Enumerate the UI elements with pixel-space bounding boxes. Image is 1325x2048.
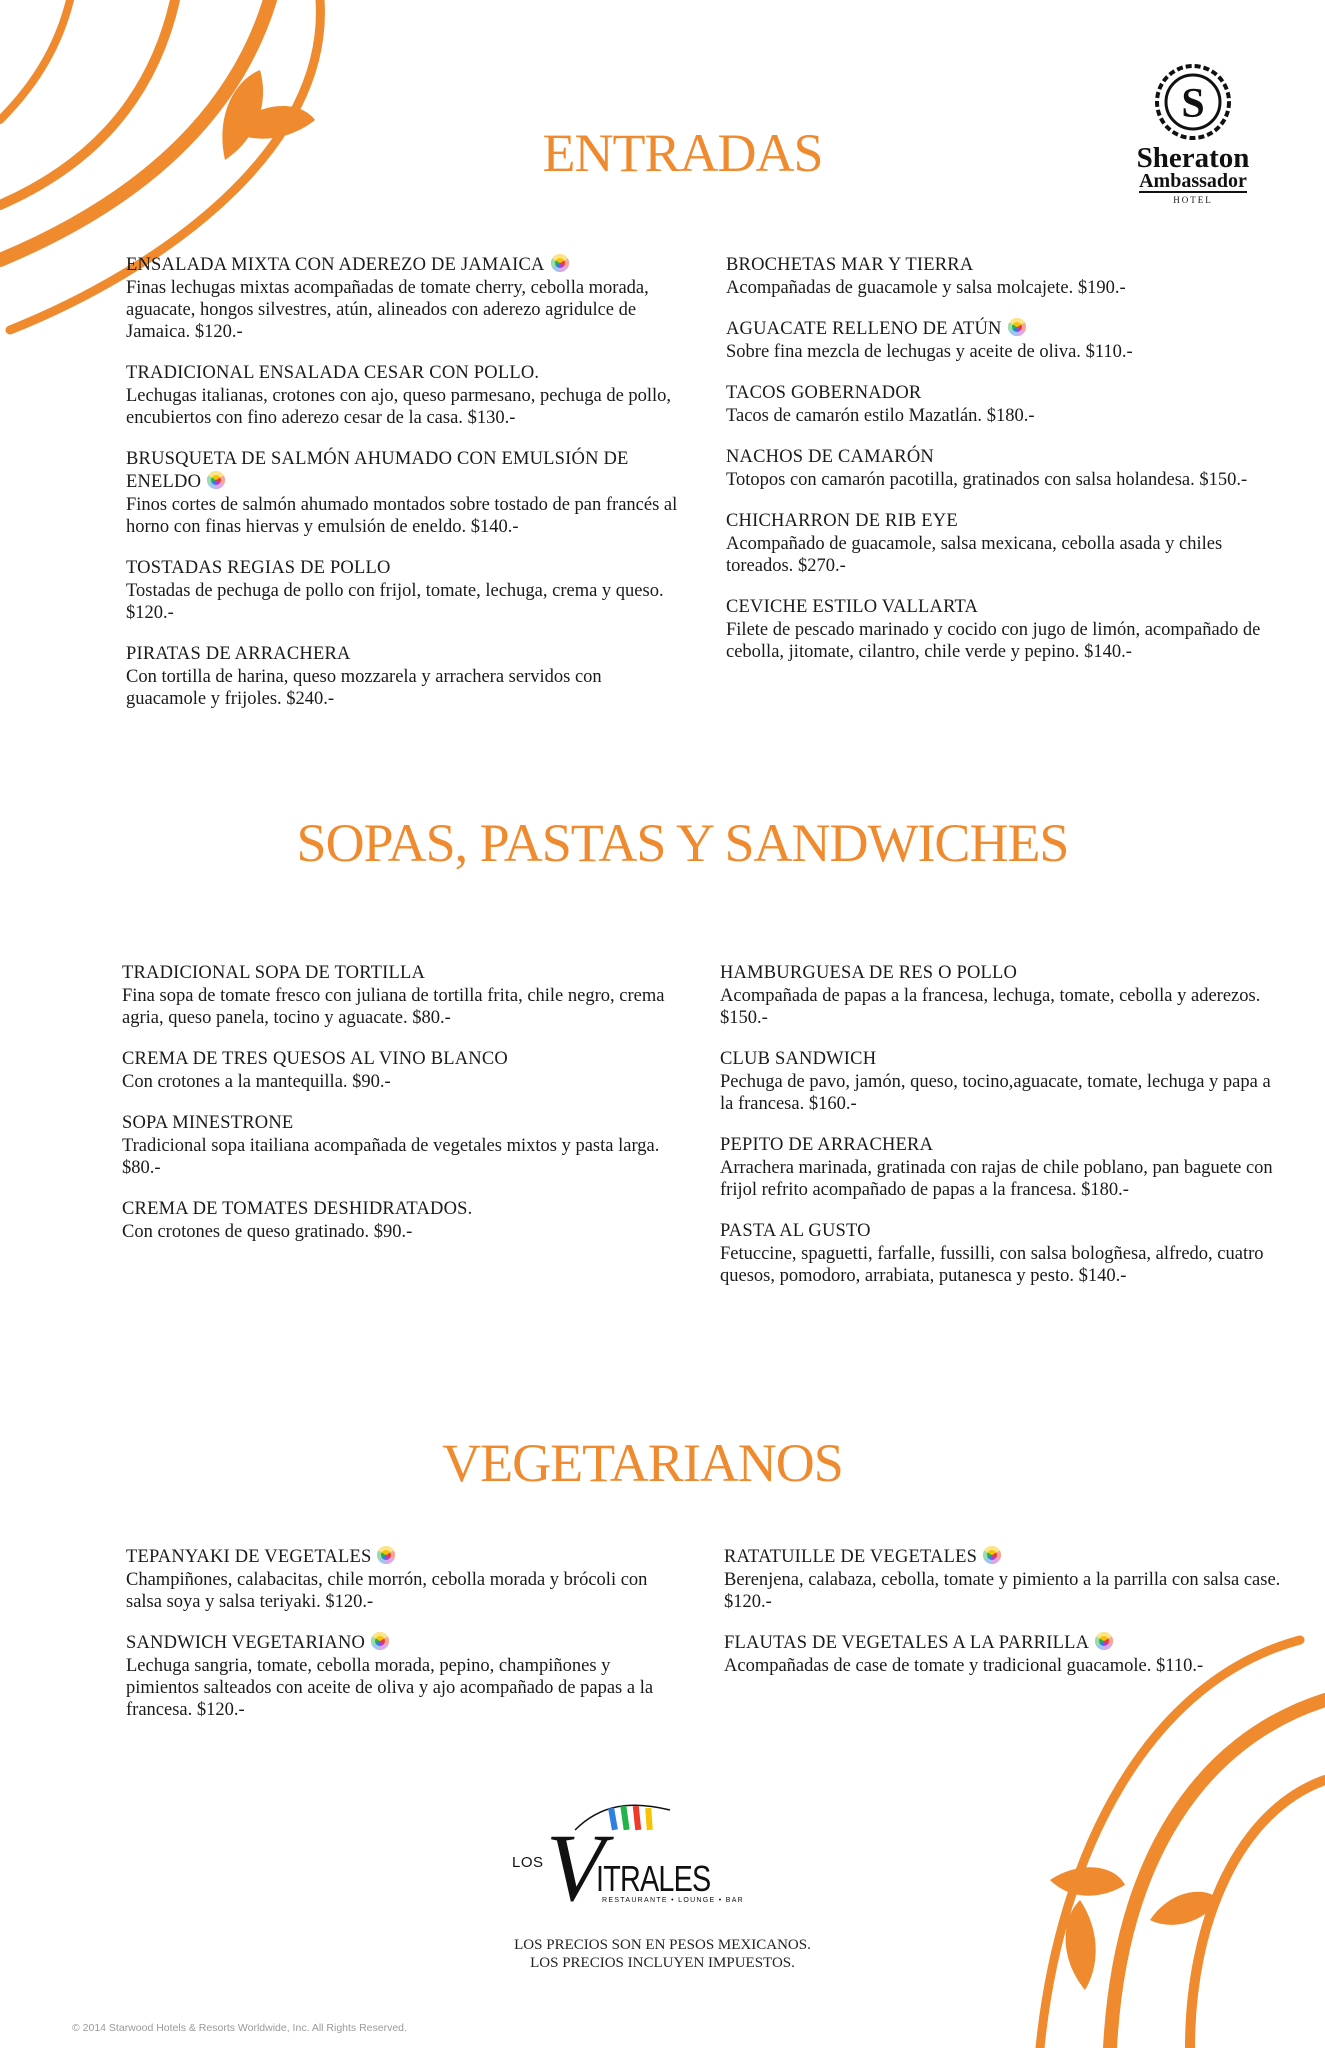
- menu-item-description: [122, 985, 682, 1029]
- menu-item-price: $180.-: [986, 406, 1035, 426]
- menu-item-name: [122, 1048, 682, 1071]
- menu-item-price: $150.-: [720, 1008, 768, 1028]
- menu-item-name: [126, 1632, 686, 1655]
- menu-item: [126, 1632, 686, 1721]
- menu-item-description: [726, 533, 1286, 577]
- section-title-entradas: ENTRADAS: [542, 123, 823, 183]
- menu-item-name: [726, 254, 1286, 277]
- menu-item-desc-text: Lechuga sangria, tomate, cebolla morada, pepino, champiñones y pimientos salteados con aceite de oliva y ajo acompañado de papas a la francesa.: [126, 1656, 654, 1720]
- menu-item-desc-text: Con crotones a la mantequilla.: [122, 1072, 348, 1092]
- menu-item-desc-text: Fetuccine, spaguetti, farfalle, fussilli, con salsa bologñesa, alfredo, cuatro quesos, pomodoro, arrabiata, putanesca y pesto.: [720, 1244, 1264, 1286]
- menu-item-desc-text: Champiñones, calabacitas, chile morrón, cebolla morada y brócoli con salsa soya y salsa teriyaki.: [126, 1570, 648, 1612]
- menu-item-desc-text: Filete de pescado marinado y cocido con jugo de limón, acompañado de cebolla, jitomate, cilantro, chile verde y pepino.: [726, 620, 1261, 662]
- menu-item: [720, 1134, 1280, 1201]
- menu-item: [126, 362, 686, 429]
- menu-item: [726, 254, 1286, 299]
- price-notes: [0, 1936, 1325, 1972]
- menu-item-name-text: NACHOS DE CAMARÓN: [726, 447, 934, 467]
- menu-item-name: [126, 362, 686, 385]
- menu-item-desc-text: Sobre fina mezcla de lechugas y aceite de oliva.: [726, 342, 1081, 362]
- menu-item-name: [724, 1632, 1284, 1655]
- menu-item: [720, 1220, 1280, 1287]
- note-currency: LOS PRECIOS SON EN PESOS MEXICANOS.: [514, 1937, 811, 1953]
- menu-item-name: [726, 596, 1286, 619]
- menu-item-desc-text: Tostadas de pechuga de pollo con frijol, tomate, lechuga, crema y queso.: [126, 581, 664, 601]
- menu-item-desc-text: Berenjena, calabaza, cebolla, tomate y pimiento a la parrilla con salsa case.: [724, 1570, 1281, 1590]
- menu-item-desc-text: Acompañadas de case de tomate y tradicional guacamole.: [724, 1656, 1152, 1676]
- menu-item-description: [726, 405, 1286, 427]
- menu-item-name-text: CEVICHE ESTILO VALLARTA: [726, 597, 979, 617]
- menu-item-price: $110.-: [1085, 342, 1133, 362]
- menu-item-desc-text: Finas lechugas mixtas acompañadas de tomate cherry, cebolla morada, aguacate, hongos silvestres, atún, alineados con aderezo agridulce de Jamaica.: [126, 278, 649, 342]
- menu-item-price: $240.-: [286, 689, 335, 709]
- menu-item-name: [122, 1198, 682, 1221]
- menu-item-name-text: BRUSQUETA DE SALMÓN AHUMADO CON EMULSIÓN DE ENELDO: [126, 449, 629, 492]
- menu-item-description: [726, 341, 1286, 363]
- menu-item-name: [126, 643, 686, 666]
- menu-item: [122, 1048, 682, 1093]
- menu-item: [126, 1546, 686, 1613]
- menu-item-description: [126, 385, 686, 429]
- menu-item-name-text: TRADICIONAL SOPA DE TORTILLA: [122, 963, 426, 983]
- menu-item-price: $120.-: [194, 322, 243, 342]
- entradas-left-column: [126, 254, 686, 729]
- sheraton-mark: S: [1181, 81, 1205, 127]
- copyright: © 2014 Starwood Hotels & Resorts Worldwide, Inc. All Rights Reserved.: [72, 2022, 407, 2034]
- healthy-option-icon: [207, 471, 225, 489]
- sopas-right-column: [720, 962, 1280, 1306]
- menu-item-name-text: HAMBURGUESA DE RES O POLLO: [720, 963, 1018, 983]
- menu-item-name: [126, 254, 686, 277]
- menu-item-name: [126, 1546, 686, 1569]
- menu-item-description: [720, 1157, 1280, 1201]
- menu-item-price: $190.-: [1077, 278, 1126, 298]
- los-vitrales-logo: [500, 1800, 800, 1920]
- menu-item-name: [720, 1048, 1280, 1071]
- menu-item-price: $90.-: [373, 1222, 413, 1242]
- vitrales-tagline: RESTAURANTE • LOUNGE • BAR: [602, 1897, 745, 1904]
- menu-item-name-text: PIRATAS DE ARRACHERA: [126, 644, 351, 664]
- menu-item-name-text: CLUB SANDWICH: [720, 1049, 877, 1069]
- menu-item: [122, 1198, 682, 1243]
- menu-item-description: [726, 277, 1286, 299]
- menu-item-name-text: SANDWICH VEGETARIANO: [126, 1633, 366, 1653]
- menu-item-name-text: TOSTADAS REGIAS DE POLLO: [126, 558, 391, 578]
- menu-item-description: [126, 277, 686, 343]
- menu-item-desc-text: Con crotones de queso gratinado.: [122, 1222, 370, 1242]
- menu-item-name-text: TACOS GOBERNADOR: [726, 383, 922, 403]
- menu-item-desc-text: Totopos con camarón pacotilla, gratinados con salsa holandesa.: [726, 470, 1195, 490]
- menu-item-description: [726, 469, 1286, 491]
- menu-item-price: $150.-: [1199, 470, 1248, 490]
- menu-item-name: [720, 1220, 1280, 1243]
- menu-item-description: [724, 1655, 1284, 1677]
- menu-item: [726, 596, 1286, 663]
- menu-item: [720, 1048, 1280, 1115]
- menu-item-name-text: ENSALADA MIXTA CON ADEREZO DE JAMAICA: [126, 255, 545, 275]
- menu-item-name-text: PASTA AL GUSTO: [720, 1221, 871, 1241]
- healthy-option-icon: [1008, 318, 1026, 336]
- menu-item-name-text: CREMA DE TOMATES DESHIDRATADOS.: [122, 1199, 473, 1219]
- menu-item-price: $160.-: [808, 1094, 857, 1114]
- sheraton-name: Sheraton: [1136, 142, 1250, 174]
- menu-item-desc-text: Acompañado de guacamole, salsa mexicana, cebolla asada y chiles toreados.: [726, 534, 1223, 576]
- vitrales-v: V: [546, 1814, 605, 1921]
- menu-item-name-text: FLAUTAS DE VEGETALES A LA PARRILLA: [724, 1633, 1090, 1653]
- sheraton-sub: Ambassador: [1139, 170, 1247, 192]
- menu-item-desc-text: Arrachera marinada, gratinada con rajas de chile poblano, pan baguete con frijol refrito acompañado de papas a la francesa.: [720, 1158, 1273, 1200]
- menu-item-name: [726, 510, 1286, 533]
- menu-item: [726, 446, 1286, 491]
- menu-item: [726, 382, 1286, 427]
- menu-item: [122, 962, 682, 1029]
- menu-item-name: [720, 1134, 1280, 1157]
- menu-item-name: [720, 962, 1280, 985]
- menu-item-desc-text: Tradicional sopa itailiana acompañada de vegetales mixtos y pasta larga.: [122, 1136, 660, 1156]
- menu-item: [724, 1546, 1284, 1613]
- menu-item-desc-text: Finos cortes de salmón ahumado montados sobre tostado de pan francés al horno con finas hiervas y emulsión de eneldo.: [126, 495, 678, 537]
- menu-item-name: [726, 446, 1286, 469]
- vegetarianos-left-column: [126, 1546, 686, 1740]
- menu-item-description: [126, 666, 686, 710]
- menu-item-description: [126, 580, 686, 624]
- menu-item-description: [726, 619, 1286, 663]
- menu-item: [126, 557, 686, 624]
- menu-item-price: $80.-: [412, 1008, 451, 1028]
- note-taxes: LOS PRECIOS INCLUYEN IMPUESTOS.: [530, 1955, 795, 1971]
- menu-item-price: $120.-: [724, 1592, 772, 1612]
- healthy-option-icon: [551, 254, 569, 272]
- menu-item-name-text: CREMA DE TRES QUESOS AL VINO BLANCO: [122, 1049, 508, 1069]
- menu-item-price: $90.-: [352, 1072, 391, 1092]
- menu-item-name-text: AGUACATE RELLENO DE ATÚN: [726, 319, 1002, 339]
- menu-item-name-text: TRADICIONAL ENSALADA CESAR CON POLLO.: [126, 363, 540, 383]
- healthy-option-icon: [377, 1546, 395, 1564]
- menu-item-name: [122, 1112, 682, 1135]
- menu-item-price: $270.-: [797, 556, 846, 576]
- menu-item-desc-text: Fina sopa de tomate fresco con juliana de tortilla frita, chile negro, crema agria, queso panela, tocino y aguacate.: [122, 986, 665, 1028]
- menu-item-description: [720, 1243, 1280, 1287]
- menu-item-price: $120.-: [196, 1700, 245, 1720]
- menu-item-name: [726, 382, 1286, 405]
- vitrales-name: ITRALES: [596, 1858, 711, 1899]
- menu-item: [126, 254, 686, 343]
- menu-item-desc-text: Acompañadas de guacamole y salsa molcajete.: [726, 278, 1074, 298]
- section-title-sopas: SOPAS, PASTAS Y SANDWICHES: [296, 813, 1069, 873]
- vegetarianos-right-column: [724, 1546, 1284, 1696]
- menu-item-description: [126, 494, 686, 538]
- menu-item-description: [122, 1221, 682, 1243]
- menu-item-desc-text: Acompañada de papas a la francesa, lechuga, tomate, cebolla y aderezos.: [720, 986, 1261, 1006]
- menu-item-name: [724, 1546, 1284, 1569]
- menu-item-price: $140.-: [470, 517, 519, 537]
- menu-item-price: $120.-: [325, 1592, 374, 1612]
- menu-item-price: $110.-: [1156, 1656, 1204, 1676]
- menu-item-name-text: SOPA MINESTRONE: [122, 1113, 294, 1133]
- menu-item-desc-text: Pechuga de pavo, jamón, queso, tocino,aguacate, tomate, lechuga y papa a la francesa.: [720, 1072, 1271, 1114]
- sheraton-hotel: HOTEL: [1173, 195, 1213, 205]
- menu-item: [726, 318, 1286, 363]
- menu-item-description: [122, 1135, 682, 1179]
- menu-item-name-text: TEPANYAKI DE VEGETALES: [126, 1547, 372, 1567]
- vitrales-los: LOS: [512, 1854, 544, 1871]
- menu-item-name-text: RATATUILLE DE VEGETALES: [724, 1547, 978, 1567]
- menu-item-description: [126, 1655, 686, 1721]
- menu-item-name-text: BROCHETAS MAR Y TIERRA: [726, 255, 974, 275]
- menu-item-name: [126, 557, 686, 580]
- menu-item: [724, 1632, 1284, 1677]
- menu-item-price: $80.-: [122, 1158, 161, 1178]
- menu-item-desc-text: Lechugas italianas, crotones con ajo, queso parmesano, pechuga de pollo, encubiertos con fino aderezo cesar de la casa.: [126, 386, 672, 428]
- menu-item-name: [726, 318, 1286, 341]
- menu-item-desc-text: Con tortilla de harina, queso mozzarela y arrachera servidos con guacamole y frijoles.: [126, 667, 602, 709]
- menu-item-price: $140.-: [1078, 1266, 1127, 1286]
- healthy-option-icon: [983, 1546, 1001, 1564]
- menu-item: [126, 643, 686, 710]
- menu-item-name: [126, 448, 686, 494]
- sopas-left-column: [122, 962, 682, 1262]
- menu-item: [726, 510, 1286, 577]
- menu-item-name-text: CHICHARRON DE RIB EYE: [726, 511, 958, 531]
- menu-item: [720, 962, 1280, 1029]
- menu-item-name: [122, 962, 682, 985]
- menu-item-description: [720, 985, 1280, 1029]
- menu-item-price: $180.-: [1081, 1180, 1129, 1200]
- menu-item-description: [720, 1071, 1280, 1115]
- menu-item: [122, 1112, 682, 1179]
- menu-item-price: $130.-: [467, 408, 516, 428]
- menu-item-description: [122, 1071, 682, 1093]
- menu-item-description: [724, 1569, 1284, 1613]
- entradas-right-column: [726, 254, 1286, 682]
- menu-item: [126, 448, 686, 538]
- section-title-vegetarianos: VEGETARIANOS: [442, 1433, 843, 1493]
- healthy-option-icon: [1095, 1632, 1113, 1650]
- menu-item-desc-text: Tacos de camarón estilo Mazatlán.: [726, 406, 983, 426]
- menu-item-description: [126, 1569, 686, 1613]
- menu-item-name-text: PEPITO DE ARRACHERA: [720, 1135, 934, 1155]
- menu-item-price: $120.-: [126, 603, 174, 623]
- healthy-option-icon: [371, 1632, 389, 1650]
- menu-item-price: $140.-: [1084, 642, 1132, 662]
